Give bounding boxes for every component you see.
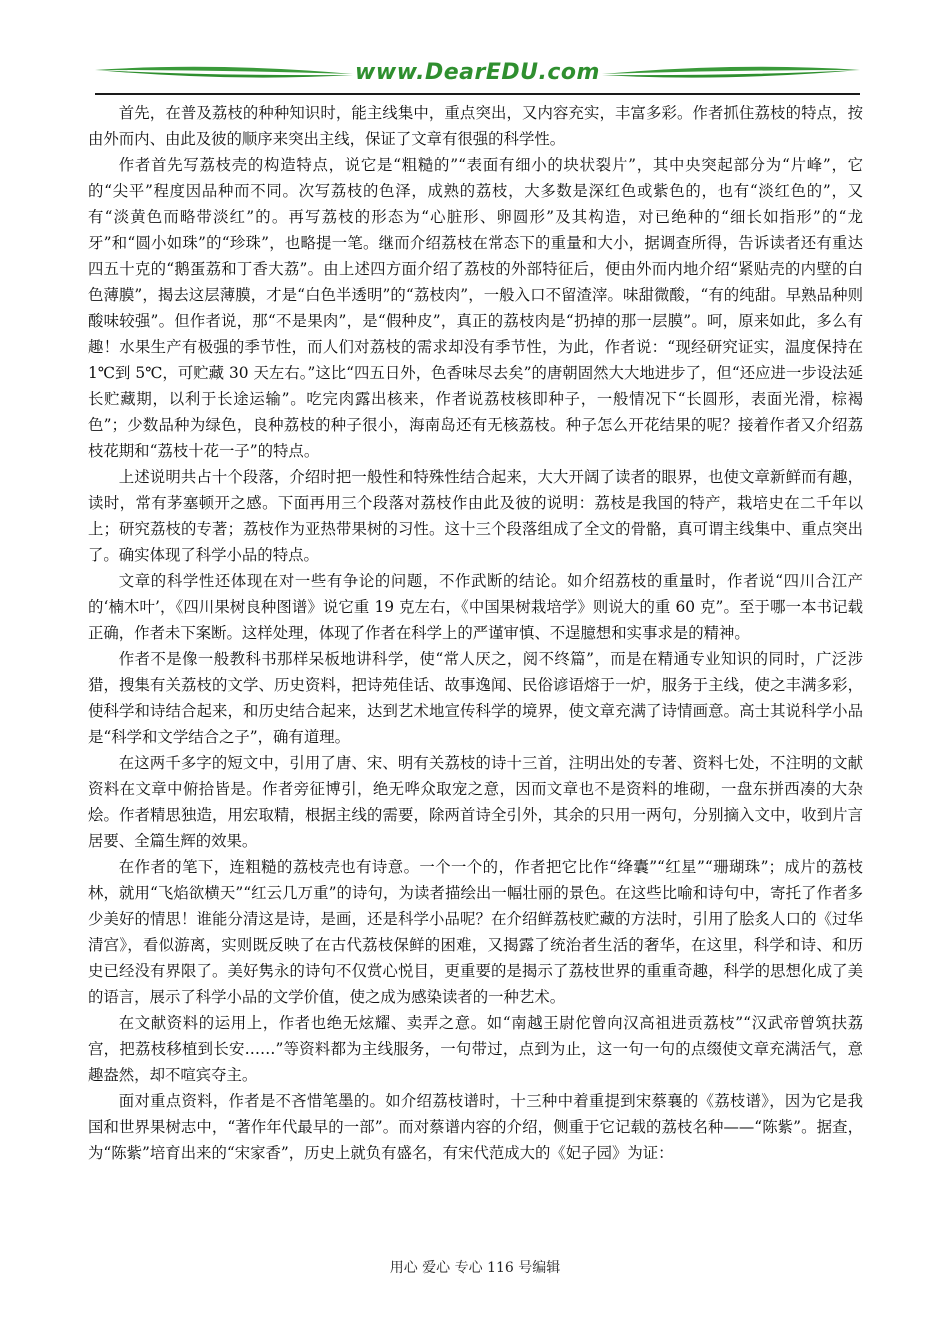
paragraph: 在作者的笔下，连粗糙的荔枝壳也有诗意。一个一个的，作者把它比作“绛囊”“红星”“珊瑚珠”；成片的荔枝林，就用“飞焰欲横天”“红云几万重”的诗句，为读者描绘出一幅壮丽的景色。在这些比喻和诗句中，寄托了作者多少美好的情思！谁能分清这是诗，是画，还是科学小品呢？在介绍鲜荔枝贮藏的方法时，引用了脍炙人口的《过华清宫》，看似游离，实则既反映了在古代荔枝保鲜的困难，又揭露了统治者生活的奢华，在这里，科学和诗、和历史已经没有界限了。美好隽永的诗句不仅赏心悦目，更重要的是揭示了荔枝世界的重重奇趣，科学的思想化成了美的语言，展示了科学小品的文学价值，使之成为感染读者的一种艺术。 [88,858,863,1006]
site-header [95,58,860,94]
paragraph: 在文献资料的运用上，作者也绝无炫耀、卖弄之意。如“南越王尉佗曾向汉高祖进贡荔枝”“汉武帝曾筑扶荔宫，把荔枝移植到长安……”等资料都为主线服务，一句带过，点到为止，这一句一句的点缀使文章充满活气，意趣盎然，却不喧宾夺主。 [88,1014,863,1084]
paragraph: 面对重点资料，作者是不吝惜笔墨的。如介绍荔枝谱时，十三种中着重提到宋蔡襄的《荔枝谱》，因为它是我国和世界果树志中，“著作年代最早的一部”。而对蔡谱内容的介绍，侧重于它记载的荔枝名种——“陈紫”。据查，为“陈紫”培育出来的“宋家香”，历史上就负有盛名，有宋代范成大的《妃子园》为证： [88,1092,863,1162]
paragraph: 首先，在普及荔枝的种种知识时，能主线集中，重点突出，又内容充实，丰富多彩。作者抓住荔枝的特点，按由外而内、由此及彼的顺序来突出主线，保证了文章有很强的科学性。 [88,104,863,148]
paragraph: 作者不是像一般教科书那样呆板地讲科学，使“常人厌之，阅不终篇”，而是在精通专业知识的同时，广泛涉猎，搜集有关荔枝的文学、历史资料，把诗苑佳话、故事逸闻、民俗谚语熔于一炉，服务于主线，使之丰满多彩，使科学和诗结合起来，和历史结合起来，达到艺术地宣传科学的境界，使文章充满了诗情画意。高士其说科学小品是“科学和文学结合之子”，确有道理。 [88,650,863,746]
paragraph: 文章的科学性还体现在对一些有争论的问题，不作武断的结论。如介绍荔枝的重量时，作者说“四川合江产的‘楠木叶’，《四川果树良种图谱》说它重 19 克左右，《中国果树栽培学》则说大的重 60 克”。至于哪一本书记载正确，作者未下案断。这样处理，体现了作者在科学上的严谨审慎、不逞臆想和实事求是的精神。 [88,572,863,642]
article-body [88,100,863,1166]
paragraph: 上述说明共占十个段落，介绍时把一般性和特殊性结合起来，大大开阔了读者的眼界，也使文章新鲜而有趣，读时，常有茅塞顿开之感。下面再用三个段落对荔枝作由此及彼的说明：荔枝是我国的特产，栽培史在二千年以上；研究荔枝的专著；荔枝作为亚热带果树的习性。这十三个段落组成了全文的骨骼，真可谓主线集中、重点突出了。确实体现了科学小品的特点。 [88,468,863,564]
page-footer: 用心 爱心 专心 116 号编辑 [389,1260,561,1276]
paragraph: 在这两千多字的短文中，引用了唐、宋、明有关荔枝的诗十三首，注明出处的专著、资料七处，不注明的文献资料在文章中俯拾皆是。作者旁征博引，绝无哗众取宠之意，因而文章也不是资料的堆砌，一盘东拼西凑的大杂烩。作者精思独造，用宏取精，根据主线的需要，除两首诗全引外，其余的只用一两句，分别摘入文中，收到片言居要、全篇生辉的效果。 [88,754,863,850]
paragraph: 作者首先写荔枝壳的构造特点，说它是“粗糙的”“表面有细小的块状裂片”，其中央突起部分为“片峰”，它的“尖平”程度因品种而不同。次写荔枝的色泽，成熟的荔枝，大多数是深红色或紫色的，也有“淡红色的”，又有“淡黄色而略带淡红”的。再写荔枝的形态为“心脏形、卵圆形”及其构造，对已绝种的“细长如指形”的“龙牙”和“圆小如珠”的“珍珠”，也略提一笔。继而介绍荔枝在常态下的重量和大小，据调查所得，告诉读者还有重达四五十克的“鹅蛋荔和丁香大荔”。由上述四方面介绍了荔枝的外部特征后，便由外而内地介绍“紧贴壳的内壁的白色薄膜”，揭去这层薄膜，才是“白色半透明”的“荔枝肉”，一般入口不留渣滓。味甜微酸，“有的纯甜。早熟品种则酸味较强”。但作者说，那“不是果肉”，是“假种皮”，真正的荔枝肉是“扔掉的那一层膜”。呵，原来如此，多么有趣！水果生产有极强的季节性，而人们对荔枝的需求却没有季节性，为此，作者说：“现经研究证实，温度保持在 1℃到 5℃，可贮藏 30 天左右。”这比“四五日外，色香味尽去矣”的唐朝固然大大地进步了，但“还应进一步设法延长贮藏期，以利于长途运输”。吃完肉露出核来，作者说荔枝核即种子，一般情况下“长圆形，表面光滑，棕褐色”；少数品种为绿色，良种荔枝的种子很小，海南岛还有无核荔枝。种子怎么开花结果的呢？接着作者又介绍荔枝花期和“荔枝十花一子”的特点。 [88,156,863,460]
header-rule [95,93,860,95]
site-logo-text: www.DearEDU.com [355,60,600,85]
